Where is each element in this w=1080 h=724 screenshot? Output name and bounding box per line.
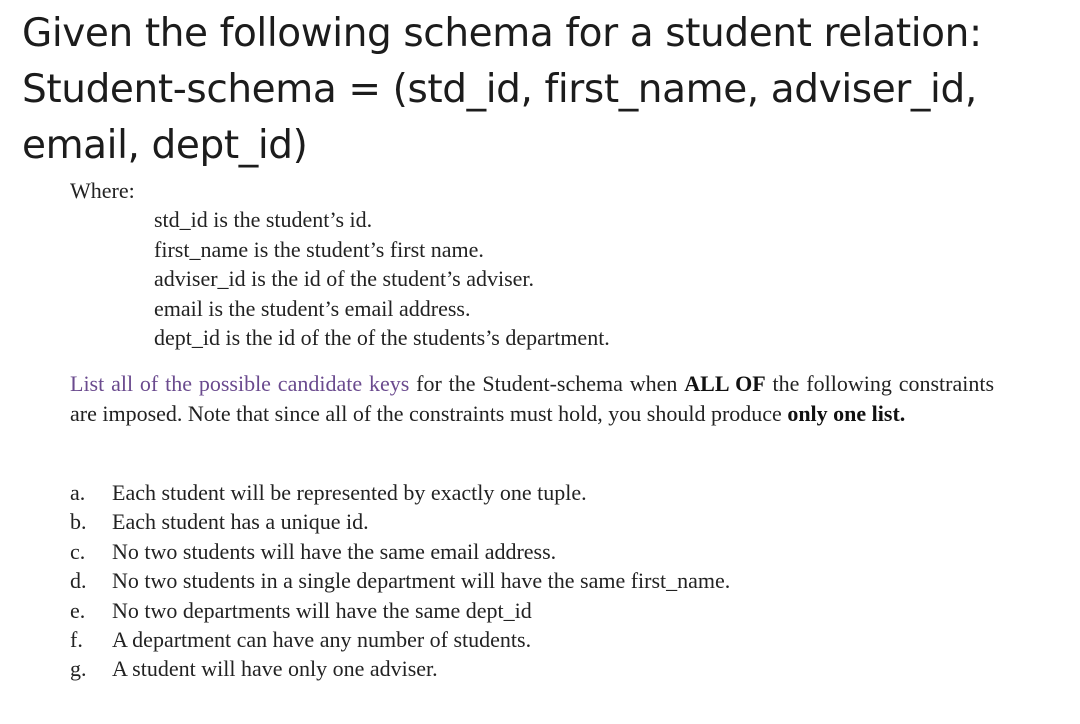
prompt-text: for the Student-schema when xyxy=(409,371,685,396)
attribute-definition-list xyxy=(154,205,610,353)
constraint-letter: e. xyxy=(70,597,86,623)
constraint-item xyxy=(70,537,730,566)
constraint-item xyxy=(70,625,730,654)
task-prompt xyxy=(70,369,994,429)
constraint-text: No two departments will have the same dept_id xyxy=(112,597,532,623)
attribute-definition: dept_id is the id of the of the students’s department. xyxy=(154,325,610,350)
constraint-text: A department can have any number of students. xyxy=(112,626,532,652)
attribute-definition: email is the student’s email address. xyxy=(154,295,471,321)
prompt-bold: only one list. xyxy=(787,401,906,426)
prompt-highlight: List all of the possible candidate keys xyxy=(70,371,410,396)
constraint-text: A student will have only one adviser. xyxy=(112,656,438,682)
heading-line: Given the following schema for a student relation: xyxy=(22,11,982,56)
constraint-item xyxy=(70,478,730,507)
where-label: Where: xyxy=(70,178,135,203)
constraint-text: Each student has a unique id. xyxy=(112,509,369,535)
attribute-definition: std_id is the student’s id. xyxy=(154,207,373,232)
constraint-item xyxy=(70,507,730,536)
attribute-definition: first_name is the student’s first name. xyxy=(154,236,484,262)
constraint-letter: g. xyxy=(70,656,87,682)
constraint-item xyxy=(70,654,730,683)
constraint-list xyxy=(70,478,730,684)
constraint-item xyxy=(70,566,730,595)
heading-line: email, dept_id) xyxy=(22,123,308,168)
constraint-letter: a. xyxy=(70,480,86,505)
heading-line: Student-schema = (std_id, first_name, adviser_id, xyxy=(22,67,977,112)
prompt-bold: ALL OF xyxy=(684,371,766,396)
constraint-letter: c. xyxy=(70,538,86,564)
constraint-item xyxy=(70,596,730,625)
constraint-letter: b. xyxy=(70,509,87,535)
attribute-definition: adviser_id is the id of the student’s adviser. xyxy=(154,266,535,291)
question-heading xyxy=(22,6,1072,174)
constraint-letter: f. xyxy=(70,626,83,652)
constraint-text: No two students in a single department will have the same first_name. xyxy=(112,568,731,594)
constraint-letter: d. xyxy=(70,568,87,594)
constraint-text: No two students will have the same email address. xyxy=(112,538,557,564)
constraint-text: Each student will be represented by exactly one tuple. xyxy=(112,480,587,505)
prompt-text: the following constraints are imposed. Note that since all of the constraints must hold, you should produce xyxy=(70,371,995,426)
